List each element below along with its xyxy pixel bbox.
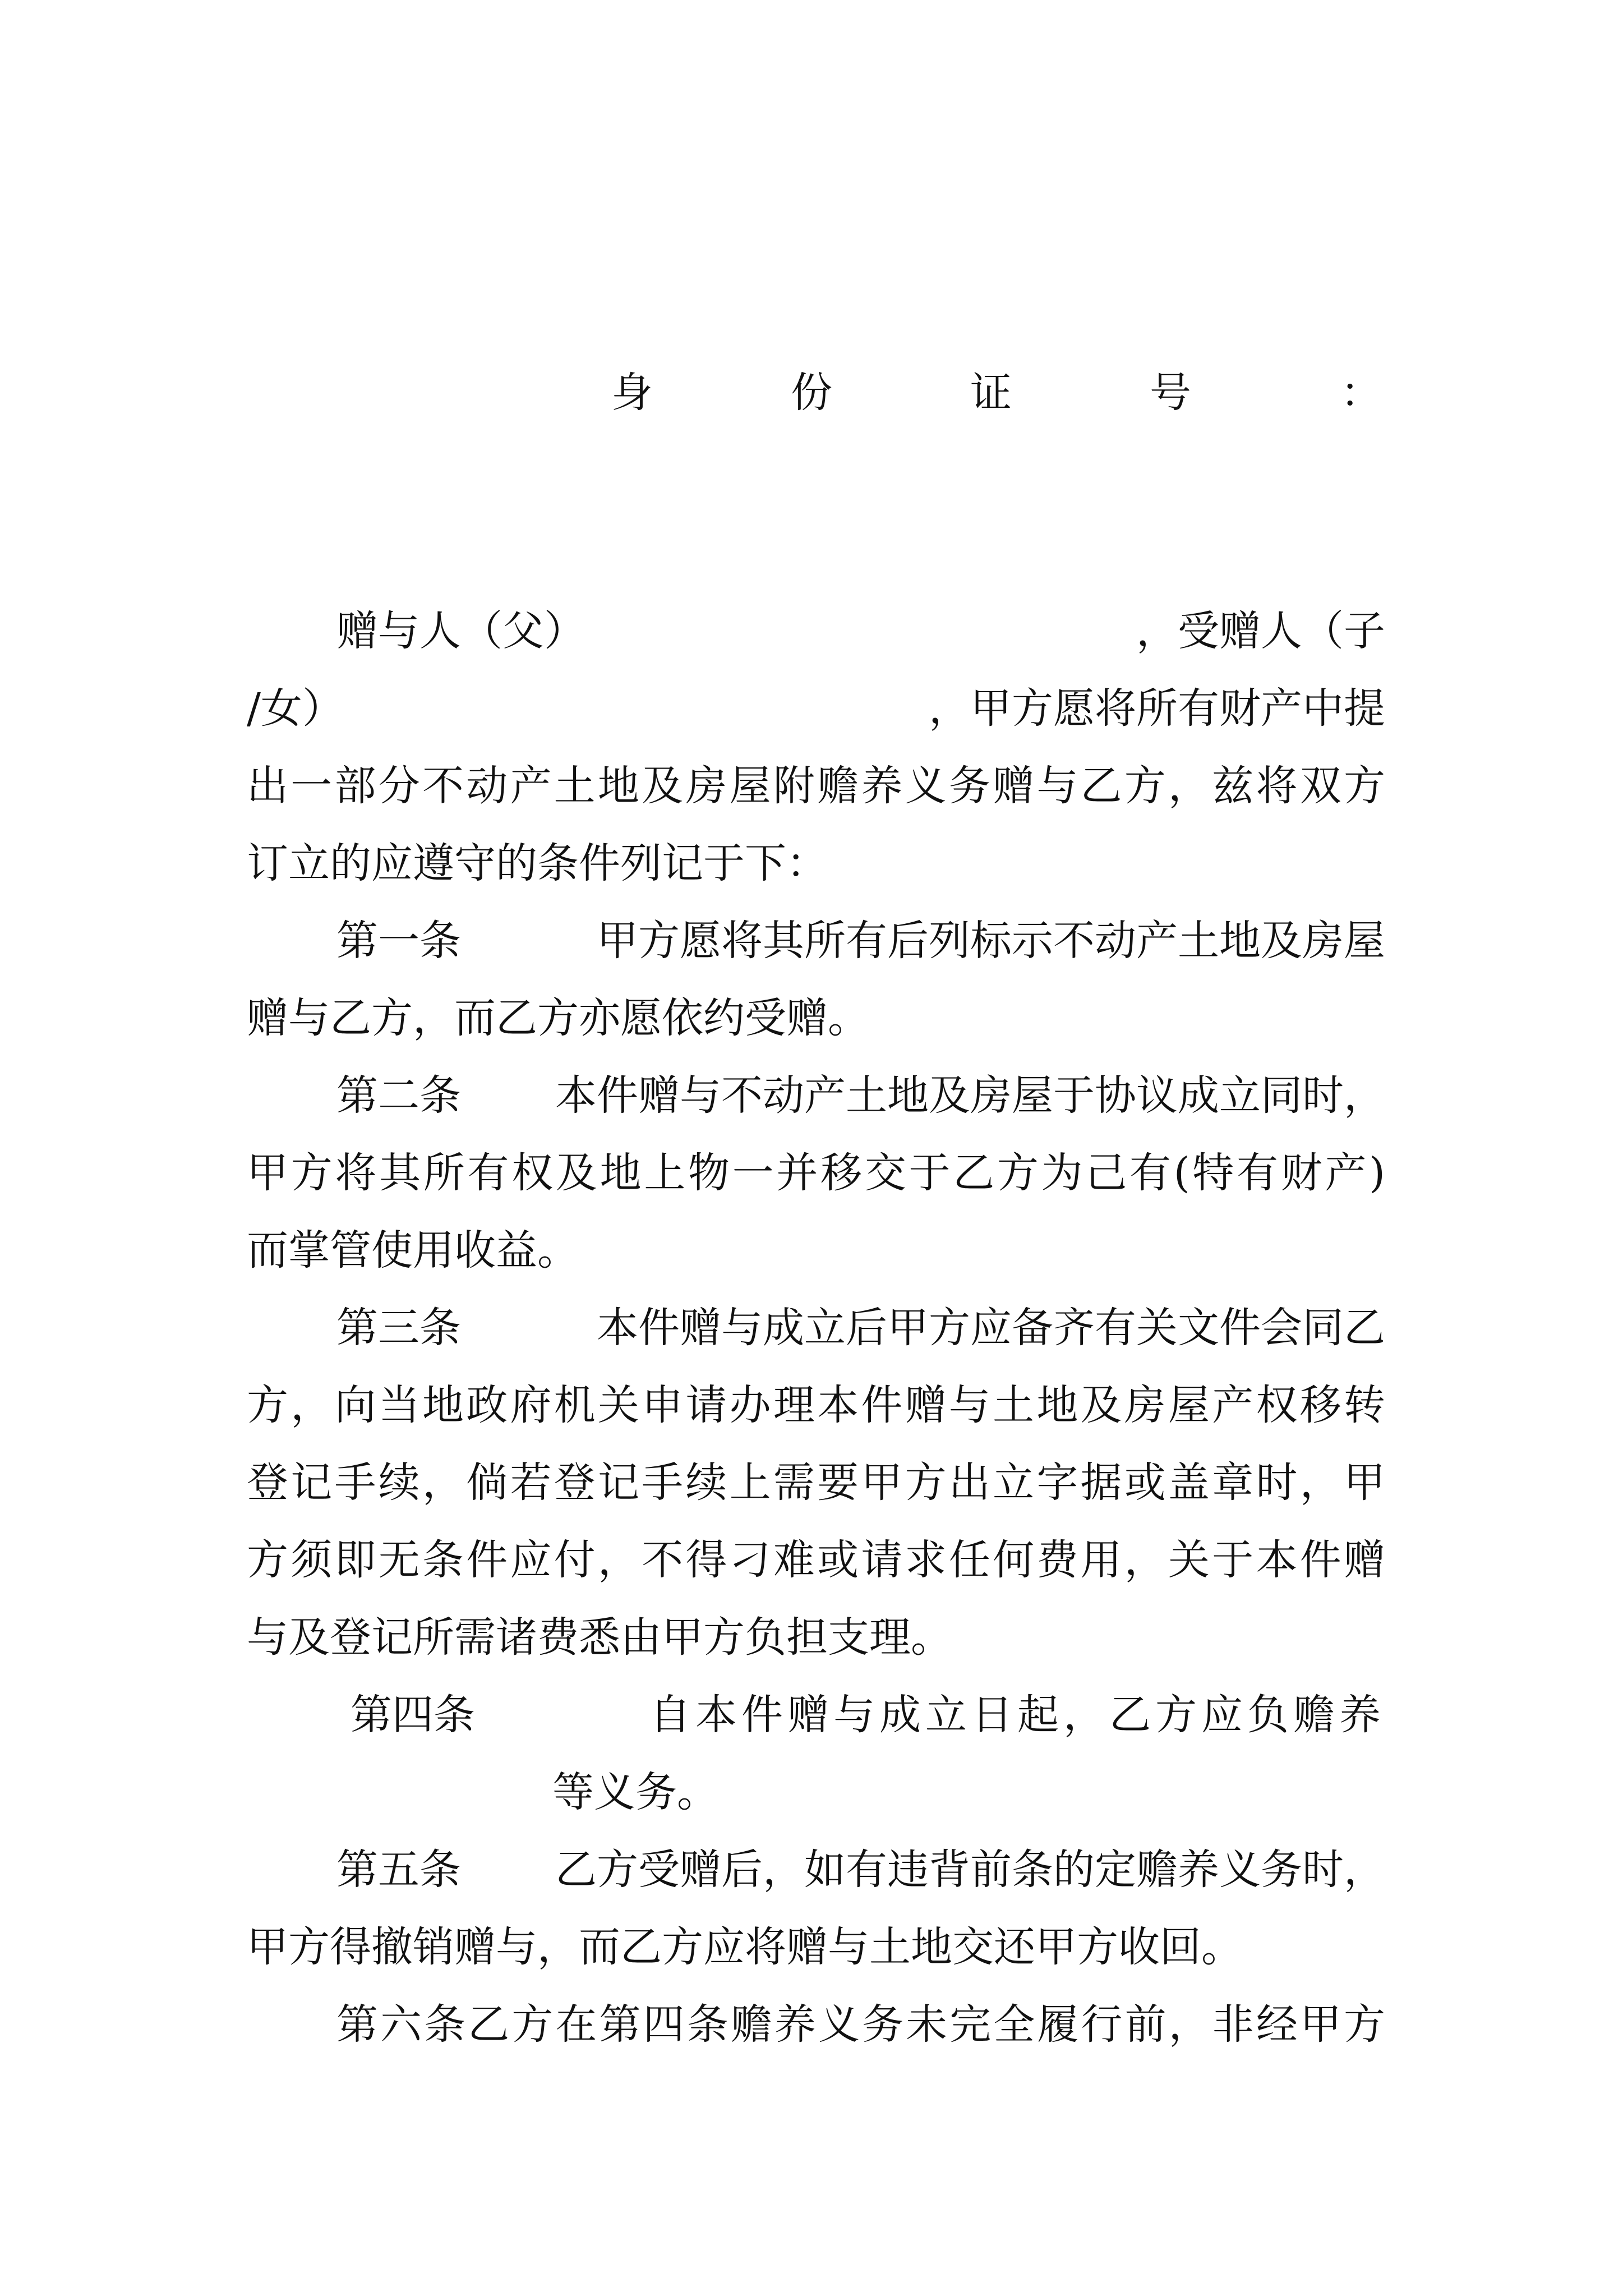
donee-label: ，受赠人（子 (1136, 607, 1385, 655)
donee-gender-label: /女） (247, 684, 344, 733)
article-3-line-2: 方，向当地政府机关申请办理本件赠与土地及房屋产权移转 (247, 1381, 1385, 1429)
article-2-line-1 (336, 1065, 1385, 1126)
article-4-line-1 (351, 1684, 1385, 1746)
article-3-label: 第三条 (336, 1304, 461, 1352)
article-5-line-2: 甲方得撤销赠与，而乙方应将赠与土地交还甲方收回。 (247, 1923, 1243, 1971)
intro-line-3: 出一部分不动产土地及房屋附赡养义务赠与乙方，兹将双方 (247, 762, 1385, 810)
article-3-text: 本件赠与成立后甲方应备齐有关文件会同乙 (597, 1304, 1385, 1352)
id-char: 号 (1150, 369, 1191, 417)
article-3-line-1 (336, 1297, 1385, 1359)
article-1-label: 第一条 (336, 917, 461, 965)
article-1-text: 甲方愿将其所有后列标示不动产土地及房屋 (597, 917, 1385, 965)
id-number-line (600, 359, 1380, 426)
article-2-text: 本件赠与不动产土地及房屋于协议成立同时， (555, 1071, 1385, 1120)
article-2-line-3: 而掌管使用收益。 (247, 1226, 579, 1274)
article-2-line-2: 甲方将其所有权及地上物一并移交于乙方为己有(特有财产) (247, 1149, 1385, 1197)
intro-line-4: 订立的应遵守的条件列记于下： (247, 839, 828, 887)
article-5-line-1 (336, 1839, 1385, 1901)
article-2-label: 第二条 (336, 1071, 461, 1120)
donor-label: 赠与人（父） (336, 607, 585, 655)
intro-line-2 (247, 678, 1385, 739)
id-char: 证 (970, 369, 1012, 417)
article-4-text: 自本件赠与成立日起，乙方应负赡养 (649, 1691, 1385, 1739)
id-char: ： (1340, 369, 1382, 417)
article-4-label: 第四条 (351, 1691, 475, 1739)
article-6-line-1: 第六条乙方在第四条赡养义务未完全履行前，非经甲方 (336, 2000, 1385, 2049)
intro-text: ，甲方愿将所有财产中提 (929, 684, 1385, 733)
article-4-line-2: 等义务。 (552, 1768, 718, 1816)
article-3-line-5: 与及登记所需诸费悉由甲方负担支理。 (247, 1613, 952, 1662)
article-3-line-3: 登记手续，倘若登记手续上需要甲方出立字据或盖章时，甲 (247, 1458, 1385, 1507)
article-5-text: 乙方受赠后，如有违背前条的定赡养义务时， (555, 1846, 1385, 1894)
article-3-line-4: 方须即无条件应付，不得刁难或请求任何费用，关于本件赠 (247, 1536, 1385, 1584)
article-1-line-2: 赠与乙方，而乙方亦愿依约受赠。 (247, 994, 869, 1042)
article-5-label: 第五条 (336, 1846, 461, 1894)
intro-line-1 (336, 600, 1385, 662)
id-char: 份 (791, 369, 832, 417)
article-1-line-1 (336, 910, 1385, 972)
id-char: 身 (611, 369, 653, 417)
